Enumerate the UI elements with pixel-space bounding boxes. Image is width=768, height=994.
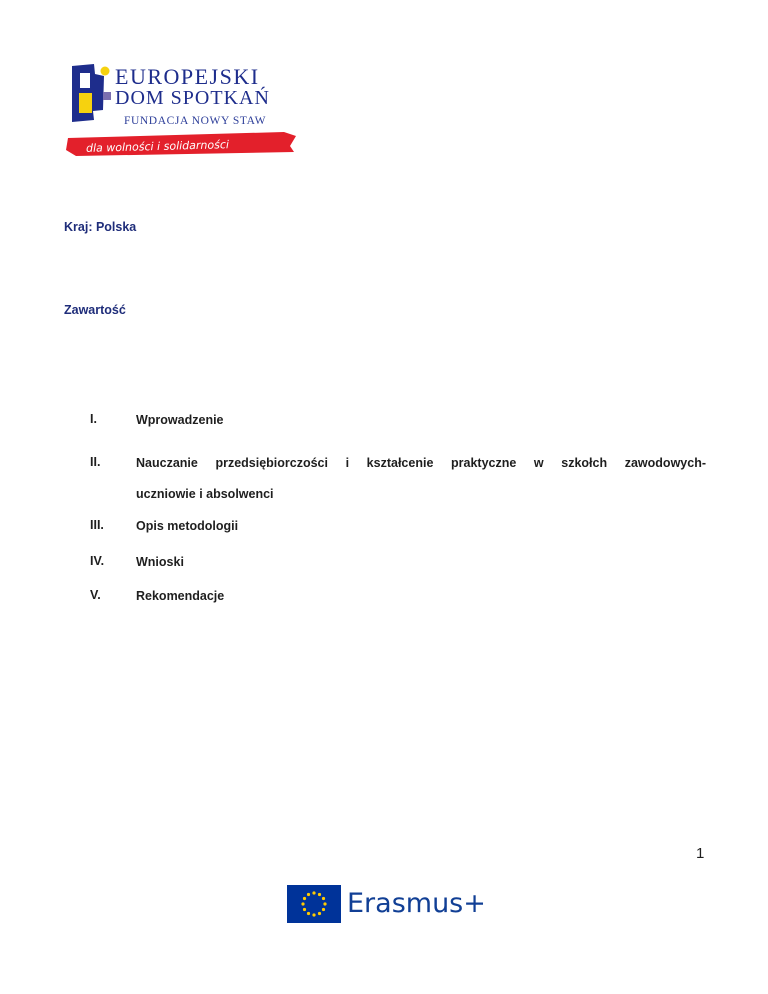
toc-item-number: III. (90, 518, 104, 532)
country-line: Kraj: Polska (64, 220, 137, 234)
toc-item-number: II. (90, 455, 101, 469)
logo-title-line2: DOM SPOTKAŃ (115, 87, 270, 109)
toc-item-number: IV. (90, 554, 105, 568)
toc-item-title: Wprowadzenie (136, 413, 224, 427)
toc-item-title: Opis metodologii (136, 519, 239, 533)
toc-item-title: Nauczanie przedsiębiorczości i kształcenie praktyczne w szkołch zawodowych- (136, 456, 706, 470)
toc-item-title: Rekomendacje (136, 589, 225, 603)
toc-item-2-continuation: uczniowie i absolwenci (136, 487, 274, 501)
toc-item-number: I. (90, 412, 97, 426)
logo-subtitle: FUNDACJA NOWY STAW (124, 115, 267, 127)
toc-item-title: Wnioski (136, 555, 184, 569)
eu-flag-icon (287, 885, 341, 923)
erasmus-plus-logo (287, 885, 486, 923)
logo-title-line1: EUROPEJSKI (115, 64, 260, 89)
page-number: 1 (696, 845, 705, 862)
europejski-dom-spotkan-logo (64, 60, 300, 160)
logo-banner-text: dla wolności i solidarności (85, 138, 230, 155)
toc-item-number: V. (90, 588, 101, 602)
erasmus-plus-text: Erasmus+ (347, 888, 486, 919)
contents-heading: Zawartość (64, 303, 126, 317)
